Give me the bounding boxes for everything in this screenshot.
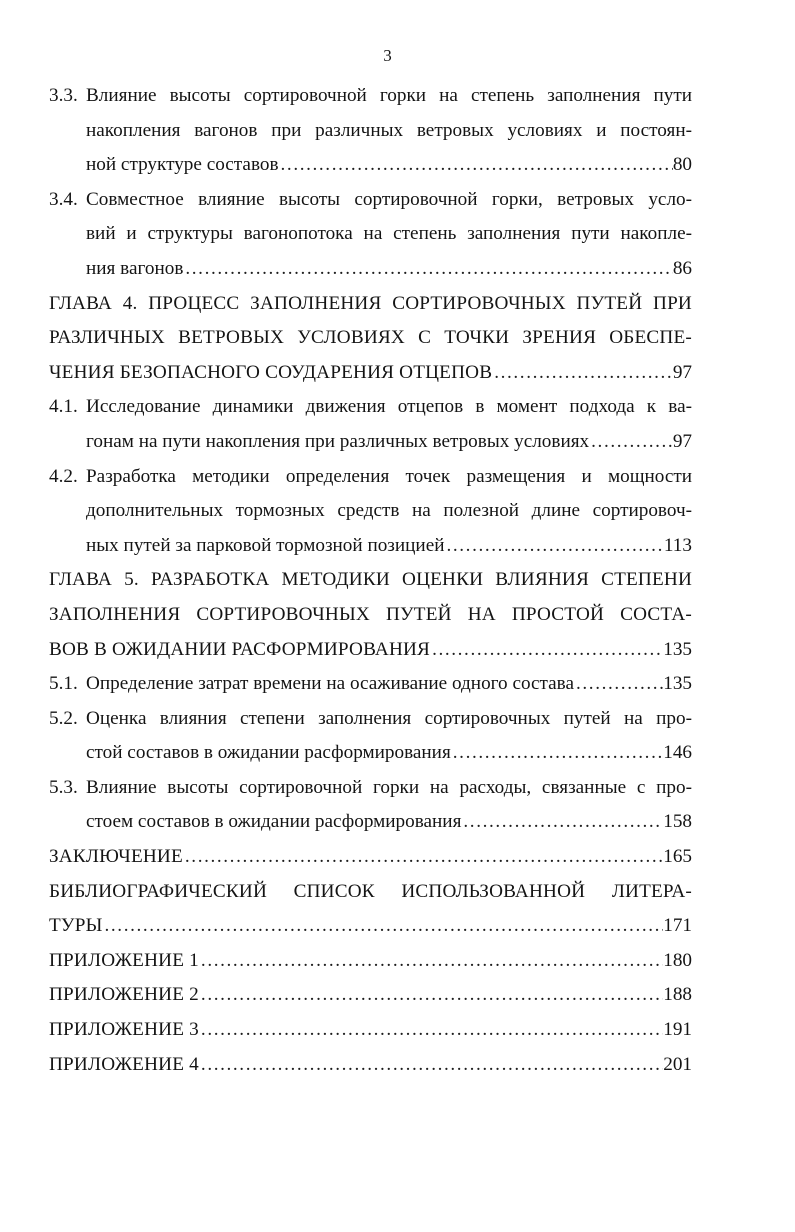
toc-entry: [49, 978, 692, 1013]
toc-line: [49, 736, 692, 771]
toc-entry: [49, 183, 692, 287]
toc-entry-number: 4.1.: [49, 396, 78, 418]
toc-entry-number: 4.2.: [49, 465, 78, 487]
toc-entry-text: ПРИЛОЖЕНИЕ 2: [49, 984, 199, 1006]
toc-entry: [49, 460, 692, 564]
toc-entry-text: ных путей за парковой тормозной позицией: [86, 534, 445, 556]
toc-entry: [49, 771, 692, 840]
toc-page-number: 113: [663, 534, 692, 556]
toc-line: [49, 183, 692, 218]
toc-line: [49, 944, 692, 979]
toc-entry: [49, 1013, 692, 1048]
toc-entry-text: гонам на пути накопления при различных ветровых условиях: [86, 430, 590, 452]
toc-entry: [49, 390, 692, 459]
toc-entry-text: ЗАПОЛНЕНИЯ СОРТИРОВОЧНЫХ ПУТЕЙ НА ПРОСТОЙ СОСТА-: [49, 603, 692, 625]
toc-entry-text: дополнительных тормозных средств на полезной длине сортировоч-: [86, 500, 692, 522]
leader-dots: [574, 667, 663, 702]
toc-line: [49, 460, 692, 495]
toc-entry-text: ПРИЛОЖЕНИЕ 4: [49, 1053, 199, 1075]
leader-dots: [451, 736, 663, 771]
toc-entry-text: Оценка влияния степени заполнения сортировочных путей на про-: [86, 707, 692, 729]
toc-line: [49, 1013, 692, 1048]
toc-line: [49, 1048, 692, 1083]
leader-dots: [430, 633, 663, 668]
leader-dots: [199, 944, 663, 979]
page-number: 3: [383, 46, 392, 65]
toc-line: [49, 287, 692, 322]
toc-entry-text: ГЛАВА 5. РАЗРАБОТКА МЕТОДИКИ ОЦЕНКИ ВЛИЯНИЯ СТЕПЕНИ: [49, 569, 692, 591]
toc-entry-text: РАЗЛИЧНЫХ ВЕТРОВЫХ УСЛОВИЯХ С ТОЧКИ ЗРЕНИЯ ОБЕСПЕ-: [49, 327, 692, 349]
toc-entry-text: ЗАКЛЮЧЕНИЕ: [49, 846, 183, 868]
toc-entry-text: ВОВ В ОЖИДАНИИ РАСФОРМИРОВАНИЯ: [49, 638, 431, 660]
toc-line: [49, 563, 692, 598]
toc-entry: [49, 944, 692, 979]
toc-entry-number: 3.3.: [49, 85, 78, 106]
toc-line: [49, 598, 692, 633]
toc-page-number: 158: [663, 811, 692, 833]
toc-entry: [49, 875, 692, 944]
toc-entry-number: 5.1.: [49, 673, 78, 695]
toc-page-number: 135: [663, 638, 692, 660]
toc-entry-text: ПРИЛОЖЕНИЕ 3: [49, 1019, 199, 1041]
toc-line: [49, 494, 692, 529]
toc-entry-number: 5.3.: [49, 776, 78, 798]
toc-page-number: 165: [663, 846, 692, 868]
toc-entry-text: стой составов в ожидании расформирования: [86, 742, 451, 764]
toc-line: [49, 840, 692, 875]
toc-line: [49, 978, 692, 1013]
toc-entry: [49, 840, 692, 875]
toc-entry: [49, 667, 692, 702]
toc-entry: [49, 702, 692, 771]
toc-entry: [49, 287, 692, 391]
leader-dots: [183, 840, 663, 875]
toc-line: [49, 217, 692, 252]
toc-page-number: 188: [663, 984, 692, 1006]
toc-entry-text: ГЛАВА 4. ПРОЦЕСС ЗАПОЛНЕНИЯ СОРТИРОВОЧНЫХ ПУТЕЙ ПРИ: [49, 292, 692, 314]
toc-entry-text: стоем составов в ожидании расформирования: [86, 811, 462, 833]
toc-entry-text: Определение затрат времени на осаживание одного состава: [86, 673, 575, 695]
toc-page-number: 201: [663, 1053, 692, 1075]
toc-line: [49, 148, 692, 183]
toc-entry-text: ПРИЛОЖЕНИЕ 1: [49, 949, 199, 971]
leader-dots: [589, 425, 673, 460]
leader-dots: [492, 356, 673, 391]
toc-entry-text: ЧЕНИЯ БЕЗОПАСНОГО СОУДАРЕНИЯ ОТЦЕПОВ: [49, 361, 493, 383]
toc-line: [49, 771, 692, 806]
toc-line: [49, 114, 692, 149]
toc-page-number: 97: [672, 361, 692, 383]
toc-line: [49, 321, 692, 356]
toc-entry-text: Совместное влияние высоты сортировочной горки, ветровых усло-: [86, 188, 692, 210]
toc-entry-text: ТУРЫ: [49, 915, 103, 937]
toc-line: [49, 667, 692, 702]
toc-entry: [49, 563, 692, 667]
toc-page-number: 135: [663, 673, 692, 695]
toc-line: [49, 875, 692, 910]
table-of-contents: [49, 79, 692, 1082]
leader-dots: [183, 252, 672, 287]
toc-line: [49, 252, 692, 287]
toc-entry-text: Влияние высоты сортировочной горки на степень заполнения пути: [86, 85, 692, 106]
toc-line: [49, 390, 692, 425]
toc-line: [49, 633, 692, 668]
leader-dots: [199, 1048, 663, 1083]
toc-entry-text: ния вагонов: [86, 257, 184, 279]
leader-dots: [199, 978, 663, 1013]
toc-entry-text: Исследование динамики движения отцепов в момент подхода к ва-: [86, 396, 692, 418]
toc-line: [49, 702, 692, 737]
toc-page-number: 80: [672, 154, 692, 176]
toc-page-number: 180: [663, 949, 692, 971]
toc-entry-text: БИБЛИОГРАФИЧЕСКИЙ СПИСОК ИСПОЛЬЗОВАННОЙ ЛИТЕРА-: [49, 880, 692, 902]
leader-dots: [103, 909, 664, 944]
toc-page-number: 146: [663, 742, 692, 764]
toc-line: [49, 79, 692, 114]
toc-page-number: 86: [672, 257, 692, 279]
toc-entry-number: 5.2.: [49, 707, 78, 729]
toc-entry-number: 3.4.: [49, 188, 78, 210]
toc-entry: [49, 1048, 692, 1083]
toc-line: [49, 805, 692, 840]
toc-entry-text: накопления вагонов при различных ветровых условиях и постоян-: [86, 119, 692, 141]
leader-dots: [444, 529, 663, 564]
toc-entry-text: Влияние высоты сортировочной горки на расходы, связанные с про-: [86, 776, 692, 798]
toc-page-number: 171: [663, 915, 692, 937]
toc-entry-text: вий и структуры вагонопотока на степень заполнения пути накопле-: [86, 223, 692, 245]
toc-line: [49, 356, 692, 391]
toc-line: [49, 529, 692, 564]
leader-dots: [461, 805, 663, 840]
toc-line: [49, 909, 692, 944]
toc-page-number: 191: [663, 1019, 692, 1041]
toc-entry: [49, 79, 692, 183]
toc-line: [49, 425, 692, 460]
toc-entry-text: Разработка методики определения точек размещения и мощности: [86, 465, 692, 487]
leader-dots: [279, 148, 673, 183]
leader-dots: [199, 1013, 663, 1048]
toc-page-number: 97: [672, 430, 692, 452]
toc-entry-text: ной структуре составов: [86, 154, 279, 176]
